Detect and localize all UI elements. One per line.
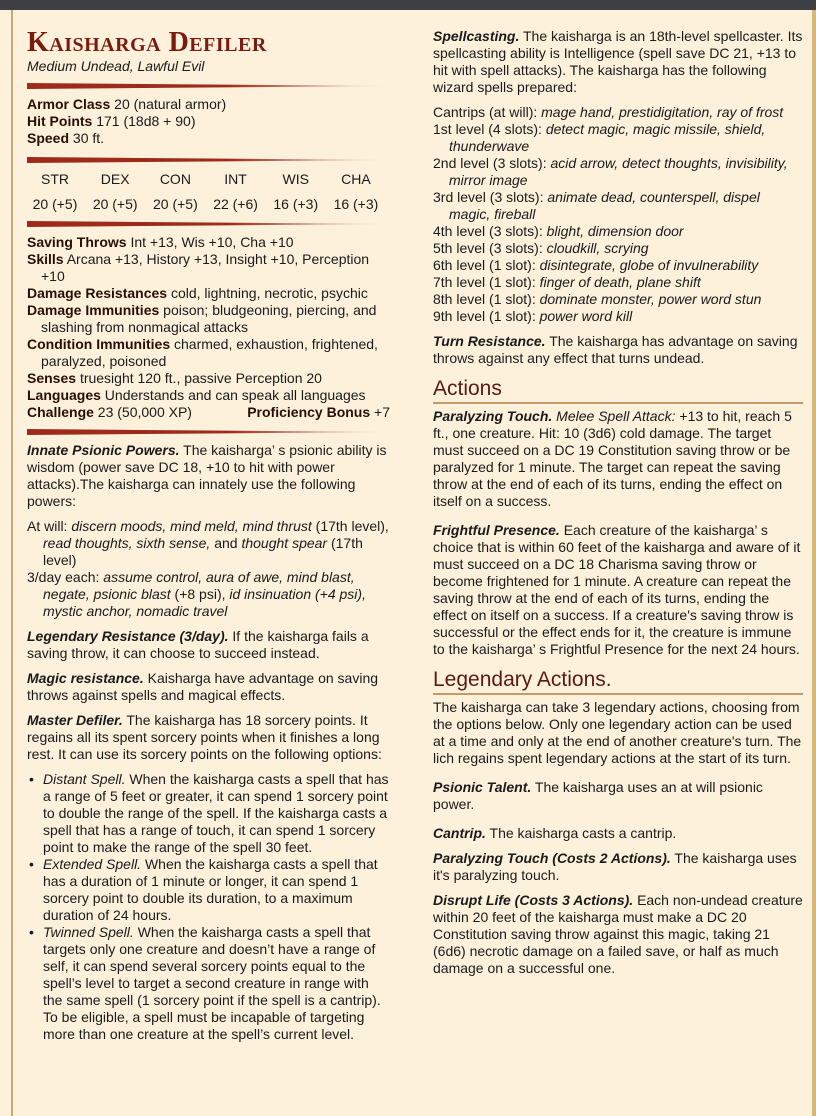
list-item: 1st level (4 slots): detect magic, magic missile, shield, thunderwave xyxy=(433,121,766,154)
list-item: 8th level (1 slot): dominate monster, power word stun xyxy=(433,291,762,307)
statblock-page xyxy=(11,10,816,1116)
divider xyxy=(27,83,390,89)
legendary-actions-header: Legendary Actions. xyxy=(433,668,803,695)
challenge-row xyxy=(27,404,390,421)
ability-dex: DEX 20 (+5) xyxy=(92,171,138,212)
action-frightful-presence: Frightful Presence. Each creature of the kaisharga’ s choice that is within 60 feet of the kaisharga and aware of it must succeed on a DC 18 Charisma saving throw or become frightened for 1 minute. A creature can repeat the saving throw at the end of each of its turns, ending the effect on itself on a success. If a creature's saving throw is successful or the effect ends for it, the creature is immune to the kaisharga’ s Frightful Presence for the next 24 hours. xyxy=(433,522,801,657)
proficiency-bonus: Proficiency Bonus +7 xyxy=(247,404,390,420)
senses: Senses truesight 120 ft., passive Perception 20 xyxy=(27,370,322,386)
legendary-intro: The kaisharga can take 3 legendary actions, choosing from the options below. Only one legendary action can be used at a time and only at the end of another creature's turn. The lich regains spent legendary actions at the start of its turn. xyxy=(433,699,802,766)
trait-spellcasting: Spellcasting. The kaisharga is an 18th-level spellcaster. Its spellcasting ability is Intelligence (spell save DC 21, +13 to hit with spell attacks). The kaisharga has the following wizard spells prepared: xyxy=(433,28,803,95)
list-item: 6th level (1 slot): disintegrate, globe of invulnerability xyxy=(433,257,759,273)
damage-resistances: Damage Resistances cold, lightning, necrotic, psychic xyxy=(27,285,368,301)
monster-type: Medium Undead, Lawful Evil xyxy=(27,58,205,74)
psionic-list xyxy=(27,518,390,620)
list-item: • Twinned Spell. When the kaisharga casts a spell that targets only one creature and doesn’t have a range of self, it can spend several sorcery points equal to the spell’s level to target a second creature in range with the same spell (1 sorcery point if the spell is a cantrip). To be eligible, a spell must be incapable of targeting more than one creature at the spell’s current level. xyxy=(43,924,390,1043)
hit-points: Hit Points 171 (18d8 + 90) xyxy=(27,113,196,129)
psionic-at-will: At will: discern moods, mind meld, mind thrust (17th level), read thoughts, sixth sense, and thought spear (17th level) xyxy=(27,518,389,568)
defiler-options xyxy=(27,771,390,1043)
action-paralyzing-touch: Paralyzing Touch. Melee Spell Attack: +13 to hit, reach 5 ft., one creature. Hit: 10 (3d6) cold damage. The target must succeed on a DC 19 Constitution saving throw or be paralyzed for 1 minute. The target can repeat the saving throw at the end of each of its turns, ending the effect on itself on a success. xyxy=(433,408,792,509)
legendary-paralyzing-touch: Paralyzing Touch (Costs 2 Actions). The kaisharga uses it's paralyzing touch. xyxy=(433,850,797,883)
legendary-cantrip: Cantrip. The kaisharga casts a cantrip. xyxy=(433,825,677,841)
divider xyxy=(27,157,390,163)
trait-innate-psionic: Innate Psionic Powers. The kaisharga’ s psionic ability is wisdom (power save DC 18, +10 to hit with power attacks).The kaisharga can innately use the following powers: xyxy=(27,442,387,509)
window-top-bar xyxy=(0,0,816,10)
legendary-disrupt-life: Disrupt Life (Costs 3 Actions). Each non-undead creature within 20 feet of the kaisharga must make a DC 20 Constitution saving throw against this magic, taking 21 (6d6) necrotic damage on a failed save, or half as much damage on a successful one. xyxy=(433,892,803,976)
spell-list xyxy=(433,104,803,325)
left-column xyxy=(27,28,390,1043)
speed: Speed 30 ft. xyxy=(27,130,105,146)
ability-cha: CHA 16 (+3) xyxy=(333,171,379,212)
list-item: 4th level (3 slots): blight, dimension door xyxy=(433,223,684,239)
list-item: • Distant Spell. When the kaisharga casts a spell that has a range of 5 feet or greater, it can spend 1 sorcery point to double the range of the spell. If the kaisharga casts a spell that has a range of touch, it can spend 1 sorcery point to make the range of the spell 30 feet. xyxy=(43,771,390,856)
armor-class: Armor Class 20 (natural armor) xyxy=(27,96,227,112)
ability-int: INT 22 (+6) xyxy=(213,171,258,212)
list-item: 3rd level (3 slots): animate dead, counterspell, dispel magic, fireball xyxy=(433,189,760,222)
divider xyxy=(27,221,390,227)
list-item: 7th level (1 slot): finger of death, plane shift xyxy=(433,274,701,290)
right-column xyxy=(433,28,803,977)
condition-immunities: Condition Immunities charmed, exhaustion, frightened, paralyzed, poisoned xyxy=(27,336,378,369)
monster-name: Kaisharga Defiler xyxy=(27,27,267,58)
saving-throws: Saving Throws Int +13, Wis +10, Cha +10 xyxy=(27,234,294,250)
trait-magic-resistance: Magic resistance. Kaisharga have advantage on saving throws against spells and magical effects. xyxy=(27,670,379,703)
divider xyxy=(27,429,390,435)
list-item: 2nd level (3 slots): acid arrow, detect thoughts, invisibility, mirror image xyxy=(433,155,788,188)
challenge: Challenge 23 (50,000 XP) xyxy=(27,404,192,420)
list-item: • Extended Spell. When the kaisharga casts a spell that has a duration of 1 minute or longer, it can spend 1 sorcery point to double its duration, to a maximum duration of 24 hours. xyxy=(43,856,390,924)
actions-header: Actions xyxy=(433,377,803,404)
trait-turn-resistance: Turn Resistance. The kaisharga has advantage on saving throws against any effect that turns undead. xyxy=(433,333,798,366)
list-item: Cantrips (at will): mage hand, prestidigitation, ray of frost xyxy=(433,104,784,120)
psionic-3-day: 3/day each: assume control, aura of awe, mind blast, negate, psionic blast (+8 psi), id insinuation (+4 psi), mystic anchor, nomadic travel xyxy=(27,569,366,619)
ability-wis: WIS 16 (+3) xyxy=(273,171,319,212)
trait-master-defiler: Master Defiler. The kaisharga has 18 sorcery points. It regains all its spent sorcery points when it finishes a long rest. It can use its sorcery points on the following options: xyxy=(27,712,382,762)
list-item: 5th level (3 slots): cloudkill, scrying xyxy=(433,240,649,256)
list-item: 9th level (1 slot): power word kill xyxy=(433,308,633,324)
ability-con: CON 20 (+5) xyxy=(153,171,198,212)
languages: Languages Understands and can speak all languages xyxy=(27,387,366,403)
legendary-psionic-talent: Psionic Talent. The kaisharga uses an at will psionic power. xyxy=(433,779,763,812)
ability-scores xyxy=(27,171,390,213)
damage-immunities: Damage Immunities poison; bludgeoning, piercing, and slashing from nonmagical attacks xyxy=(27,302,377,335)
trait-legendary-resistance: Legendary Resistance (3/day). If the kaisharga fails a saving throw, it can choose to succeed instead. xyxy=(27,628,369,661)
ability-str: STR 20 (+5) xyxy=(32,171,78,212)
skills: Skills Arcana +13, History +13, Insight +10, Perception +10 xyxy=(27,251,370,284)
